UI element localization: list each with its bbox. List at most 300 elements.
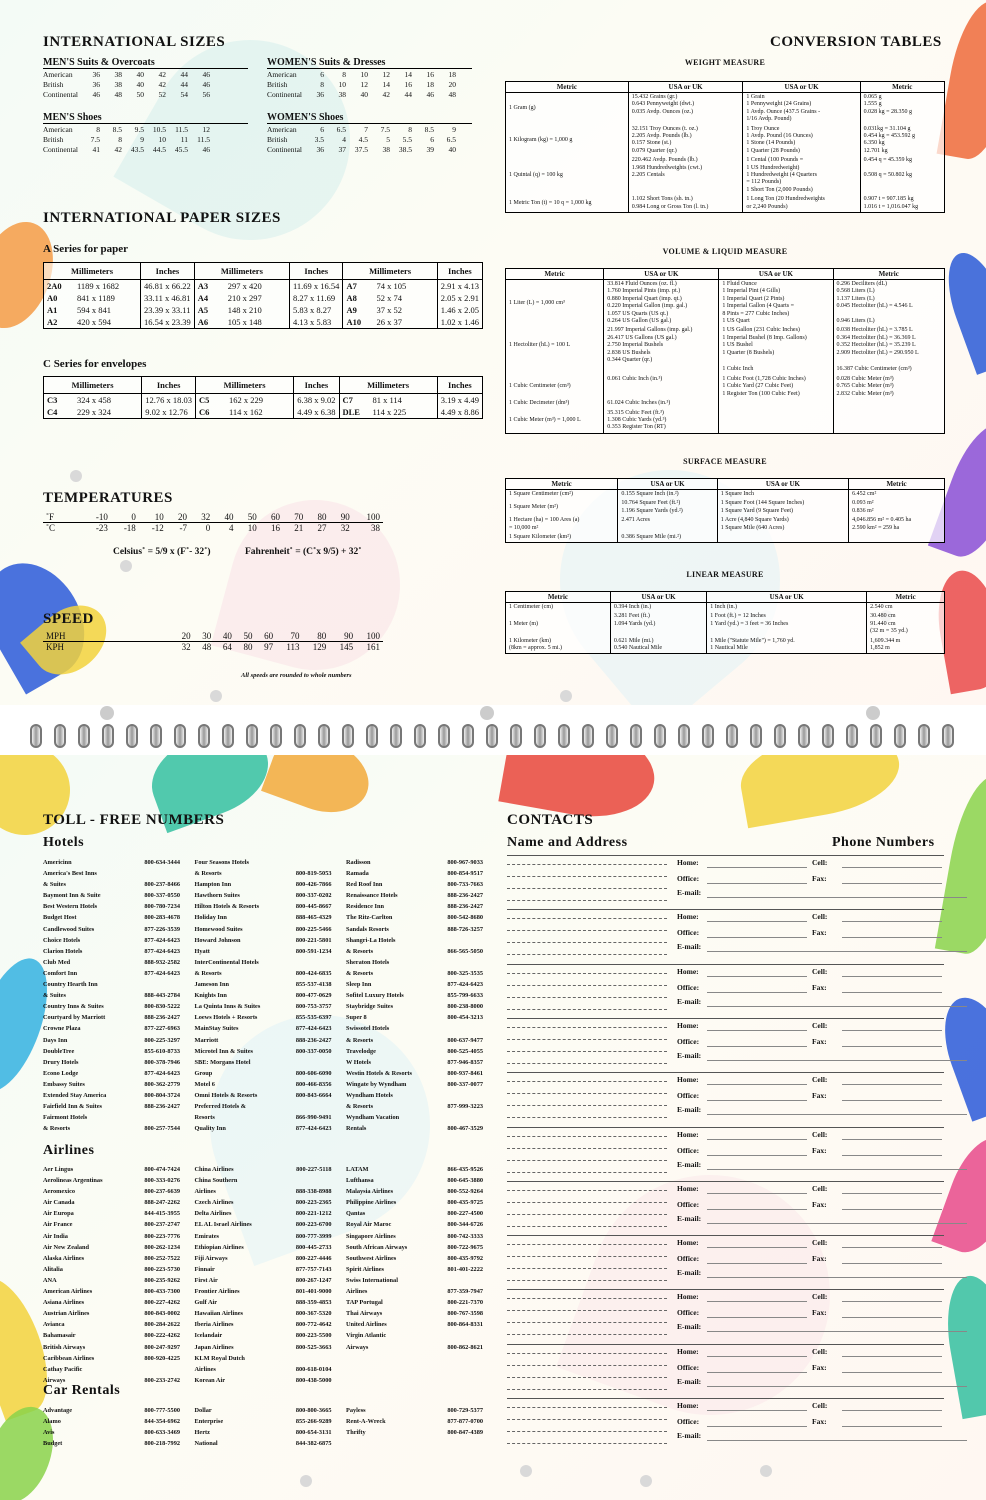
name-address-line[interactable]	[507, 1136, 667, 1137]
name-address-line[interactable]	[507, 1148, 667, 1149]
tollfree-entry	[195, 1353, 332, 1364]
tollfree-entry	[43, 1264, 180, 1275]
size-value: 6	[320, 125, 324, 134]
size-value: 38	[114, 80, 122, 89]
home-field[interactable]	[707, 1193, 807, 1194]
conversion-cell: 0.093 m² 0.836 m²	[849, 499, 945, 516]
conversion-cell: 1 Cubic Foot (1,728 Cubic Inches) 1 Cubic Yard (27 Cubic Feet) 1 Register Ton (100 Cubic Feet)	[719, 375, 833, 399]
name-address-line[interactable]	[507, 1214, 667, 1215]
name-address-line[interactable]	[507, 900, 667, 901]
size-value: 40	[448, 145, 456, 154]
tollfree-phone: 800-819-5053	[295, 870, 332, 878]
conversion-cell	[604, 365, 719, 374]
size-row	[267, 90, 460, 100]
tollfree-entry	[346, 1112, 483, 1123]
cell-field[interactable]	[842, 1247, 942, 1248]
fax-field[interactable]	[842, 1155, 942, 1156]
paper-column-header: Millimeters	[194, 263, 289, 280]
name-address-line[interactable]	[507, 973, 667, 974]
fax-label: Fax:	[812, 874, 827, 883]
name-address-line[interactable]	[507, 1353, 667, 1354]
tollfree-entry	[43, 1416, 180, 1427]
email-label: E-mail:	[677, 888, 702, 897]
fahrenheit-value: 50	[247, 512, 257, 522]
tollfree-name: La Quinta Inns & Suites	[194, 1003, 261, 1011]
office-phone-label: Office:	[677, 982, 700, 992]
home-phone-label: Home:	[677, 1401, 699, 1410]
tollfree-entry	[195, 1231, 332, 1242]
tollfree-phone: 800-633-3469	[144, 1429, 180, 1437]
fax-field[interactable]	[842, 1209, 942, 1210]
paper-code: A6	[197, 317, 209, 327]
office-field[interactable]	[707, 1317, 807, 1318]
email-field[interactable]	[707, 1386, 967, 1387]
tollfree-phone: 800-552-9264	[447, 1188, 483, 1196]
fax-field[interactable]	[842, 1263, 942, 1264]
paper-code: A2	[47, 317, 58, 327]
tollfree-name: United Airlines	[346, 1321, 387, 1329]
fax-field[interactable]	[842, 992, 942, 993]
size-value: 9	[140, 135, 144, 144]
name-address-line[interactable]	[507, 1027, 667, 1028]
office-phone-label: Office:	[677, 1091, 700, 1101]
fax-field[interactable]	[842, 1426, 942, 1427]
tollfree-entry	[195, 1308, 332, 1319]
intl-sizes-title: INTERNATIONAL SIZES	[43, 34, 226, 50]
tollfree-name: Enterprise	[194, 1418, 224, 1426]
celsius-formula: Celsius˚ = 5/9 x (F˚- 32˚)	[113, 547, 211, 557]
cell-field[interactable]	[842, 1193, 942, 1194]
tollfree-name: & Suites	[43, 992, 66, 1000]
home-field[interactable]	[707, 1084, 807, 1085]
conversion-cell: 1 Kilometer (km) (8km = approx. 5 mi.)	[506, 637, 611, 654]
kph-value: 145	[339, 642, 354, 652]
email-field[interactable]	[707, 1006, 967, 1007]
kph-value: 32	[181, 642, 191, 652]
tollfree-name: InterContinental Hotels	[194, 958, 259, 966]
surface-table	[505, 478, 945, 543]
tollfree-name: Lufthansa	[346, 1177, 374, 1185]
name-address-line[interactable]	[507, 1081, 667, 1082]
paper-code: A9	[346, 305, 357, 315]
name-address-line[interactable]	[507, 1280, 667, 1281]
size-value: 36	[92, 70, 100, 79]
paper-size-cell	[343, 292, 437, 304]
hotels-list	[43, 857, 483, 1134]
tollfree-entry	[346, 935, 483, 946]
conversion-cell: 32.151 Troy Ounces (t. oz.) 2.205 Avdp. Pounds (lb.) 0.157 Stone (st.) 0.079 Quarter (qr.)	[628, 125, 743, 157]
name-address-line[interactable]	[507, 1334, 667, 1335]
size-row	[267, 125, 460, 135]
tollfree-entry	[43, 1012, 180, 1023]
tollfree-name: Wyndham Hotels	[346, 1091, 393, 1099]
name-address-line[interactable]	[507, 888, 667, 889]
tollfree-entry	[346, 890, 483, 901]
tollfree-name: Alaska Airlines	[43, 1254, 85, 1262]
celsius-value: -18	[123, 523, 136, 533]
tollfree-phone: 800-804-3724	[144, 1091, 180, 1099]
fax-label: Fax:	[812, 1254, 827, 1264]
conversion-row	[506, 195, 945, 212]
tollfree-phone: 800-937-8461	[447, 1069, 483, 1077]
tollfree-name: Extended Stay America	[43, 1091, 107, 1099]
tollfree-phone: 800-780-7234	[144, 903, 180, 911]
home-field[interactable]	[707, 921, 807, 922]
name-address-line[interactable]	[507, 1365, 667, 1366]
cell-field[interactable]	[842, 1410, 942, 1411]
tollfree-phone: 800-223-5500	[295, 1332, 332, 1340]
size-value: 44	[180, 70, 188, 79]
home-phone-label: Home:	[677, 1020, 699, 1030]
conversion-row	[506, 637, 945, 654]
tollfree-name: Budget	[43, 1440, 63, 1448]
conversion-cell: 21.997 Imperial Gallons (imp. gal.) 26.417 US Gallons (US gal.) 2.750 Imperial Bushels 2.838 US Bushels 0.344 Quarter (qr.)	[604, 326, 719, 365]
cell-field[interactable]	[842, 867, 942, 868]
contact-entry	[507, 964, 944, 1018]
paper-inches: 16.54 x 23.39	[141, 316, 195, 329]
tollfree-column	[43, 857, 180, 1134]
paper-code: A5	[197, 305, 209, 315]
tollfree-entry	[195, 1219, 332, 1230]
tollfree-phone: 866-990-9491	[295, 1114, 332, 1122]
tollfree-phone: 877-424-6423	[144, 969, 180, 977]
tollfree-name: Jameson Inn	[194, 981, 229, 989]
name-address-line[interactable]	[507, 942, 667, 943]
tollfree-name: First Air	[194, 1276, 218, 1284]
speed-table	[43, 631, 383, 652]
spiral-coil	[318, 724, 330, 748]
kph-value: 97	[264, 642, 274, 652]
name-address-line[interactable]	[507, 1190, 667, 1191]
dot-decoration	[210, 690, 222, 702]
tollfree-entry	[346, 1079, 483, 1090]
cell-field[interactable]	[842, 1301, 942, 1302]
email-field[interactable]	[707, 1277, 967, 1278]
size-value: 8.5	[424, 125, 434, 134]
name-address-line[interactable]	[507, 1431, 667, 1432]
tollfree-phone: 800-525-3663	[295, 1343, 332, 1351]
tollfree-entry	[195, 1112, 332, 1123]
name-address-line[interactable]	[507, 1160, 667, 1161]
name-address-line[interactable]	[507, 864, 667, 865]
office-field[interactable]	[707, 1100, 807, 1101]
fax-field[interactable]	[842, 1372, 942, 1373]
size-value: 3.5	[314, 135, 324, 144]
tollfree-phone: 888-236-2427	[144, 1103, 180, 1111]
paper-inches: 12.76 x 18.03	[142, 394, 196, 407]
paper-size-cell	[343, 280, 437, 293]
office-field[interactable]	[707, 992, 807, 993]
spiral-coil	[222, 724, 234, 748]
tollfree-phone: 800-435-9725	[447, 1199, 483, 1207]
mens-shoes-table	[43, 125, 214, 155]
tollfree-name: Clarion Hotels	[43, 947, 83, 955]
name-address-line[interactable]	[507, 1389, 667, 1390]
tollfree-entry	[195, 1057, 332, 1068]
tollfree-phone: 800-722-9675	[447, 1243, 483, 1251]
tollfree-name: Philippine Airlines	[346, 1199, 397, 1207]
spiral-coil	[78, 724, 90, 748]
spiral-coil	[414, 724, 426, 748]
cell-field[interactable]	[842, 1084, 942, 1085]
office-field[interactable]	[707, 1263, 807, 1264]
mph-row	[43, 631, 383, 642]
paper-mm: 594 x 841	[77, 305, 111, 315]
car-rentals-title: Car Rentals	[43, 1383, 121, 1398]
tollfree-name: Royal Air Maroc	[346, 1221, 392, 1229]
email-field[interactable]	[707, 1169, 967, 1170]
tollfree-name: Advantage	[43, 1407, 73, 1414]
tollfree-phone: 855-266-9289	[295, 1418, 332, 1426]
tollfree-phone: 800-227-4500	[447, 1210, 483, 1218]
tollfree-entry	[346, 990, 483, 1001]
conversion-row	[506, 125, 945, 157]
tollfree-name: National	[194, 1440, 218, 1448]
size-value: 8	[320, 80, 324, 89]
fax-field[interactable]	[842, 1100, 942, 1101]
conversion-cell: 1 Acre (4,840 Square Yards) 1 Square Mile (640 Acres)	[717, 516, 848, 533]
tollfree-entry	[195, 879, 332, 890]
conversion-cell: 1 Cubic Centimeter (cm³)	[506, 375, 604, 399]
tollfree-entry	[43, 990, 180, 1001]
size-value: 10	[158, 135, 166, 144]
conversion-cell: 1 US Gallon (231 Cubic Inches) 1 Imperial Bushel (8 Imp. Gallons) 1 US Bushel 1 Quarter (8 Bushels)	[719, 326, 833, 365]
conversion-cell: 1 Cubic Inch	[719, 365, 833, 374]
cell-field[interactable]	[842, 921, 942, 922]
tollfree-phone: 800-235-9262	[144, 1276, 180, 1284]
name-address-line[interactable]	[507, 1298, 667, 1299]
tollfree-name: & Resorts	[346, 1036, 374, 1044]
tollfree-name: Icelandair	[194, 1332, 223, 1340]
email-field[interactable]	[707, 1114, 967, 1115]
size-value: 8	[408, 125, 412, 134]
size-row	[267, 145, 460, 155]
speed-title: SPEED	[43, 611, 94, 627]
tollfree-entry	[195, 990, 332, 1001]
home-field[interactable]	[707, 1139, 807, 1140]
tollfree-entry	[43, 1164, 180, 1175]
tollfree-entry	[195, 912, 332, 923]
email-field[interactable]	[707, 1440, 967, 1441]
tollfree-entry	[43, 1330, 180, 1341]
tollfree-name: Ramada	[346, 870, 369, 878]
cell-field[interactable]	[842, 1139, 942, 1140]
name-address-line[interactable]	[507, 997, 667, 998]
conversion-row	[506, 399, 945, 408]
size-row	[43, 125, 214, 135]
paper-size-cell	[44, 394, 142, 407]
paper-column-header: Millimeters	[196, 377, 294, 394]
email-field[interactable]	[707, 1060, 967, 1061]
tollfree-phone: 855-799-6633	[447, 992, 483, 1000]
fax-label: Fax:	[812, 982, 827, 992]
name-address-line[interactable]	[507, 1172, 667, 1173]
tollfree-phone: 800-227-4446	[295, 1254, 332, 1262]
office-field[interactable]	[707, 1426, 807, 1427]
home-field[interactable]	[707, 1356, 807, 1357]
name-address-line[interactable]	[507, 918, 667, 919]
name-address-line[interactable]	[507, 1039, 667, 1040]
tollfree-phone: 800-772-4642	[295, 1321, 332, 1329]
celsius-value: -12	[151, 523, 164, 533]
tollfree-entry	[346, 901, 483, 912]
name-address-line[interactable]	[507, 1226, 667, 1227]
name-address-line[interactable]	[507, 1117, 667, 1118]
name-address-line[interactable]	[507, 1244, 667, 1245]
name-address-line[interactable]	[507, 1419, 667, 1420]
home-field[interactable]	[707, 976, 807, 977]
home-field[interactable]	[707, 1247, 807, 1248]
cell-phone-label: Cell:	[812, 912, 828, 922]
name-address-line[interactable]	[507, 1443, 667, 1444]
spiral-coil	[390, 724, 402, 748]
conversion-cell	[719, 409, 833, 434]
cell-field[interactable]	[842, 1356, 942, 1357]
fax-field[interactable]	[842, 1317, 942, 1318]
tollfree-entry	[43, 968, 180, 979]
tollfree-name: Knights Inn	[194, 992, 227, 1000]
tollfree-name: Wyndham Vacation	[346, 1114, 400, 1122]
spiral-coil	[702, 724, 714, 748]
name-address-line[interactable]	[507, 985, 667, 986]
tollfree-phone: 800-227-4262	[144, 1299, 180, 1307]
conversion-header-row	[506, 592, 945, 603]
womens-suits-table	[267, 70, 460, 100]
conversion-cell: 1 Mile ("Statute Mile") = 1,760 yd. 1 Nautical Mile	[707, 637, 867, 654]
paper-code: C3	[47, 395, 58, 405]
conversion-column-header: USA or UK	[628, 82, 743, 93]
tollfree-name: Westin Hotels & Resorts	[346, 1069, 412, 1077]
conversion-header-row	[506, 479, 945, 490]
email-field[interactable]	[707, 1331, 967, 1332]
email-label: E-mail:	[677, 1268, 702, 1278]
name-address-line[interactable]	[507, 1407, 667, 1408]
tollfree-entry	[43, 1208, 180, 1219]
name-address-line[interactable]	[507, 1377, 667, 1378]
paper-inches: 5.83 x 8.27	[290, 304, 343, 316]
size-region-label: American	[267, 70, 297, 79]
name-address-line[interactable]	[507, 1105, 667, 1106]
tollfree-entry	[346, 1275, 483, 1286]
paper-column-header: Millimeters	[339, 377, 437, 394]
tollfree-entry	[346, 1035, 483, 1046]
fax-field[interactable]	[842, 937, 942, 938]
conversion-cell: 15.432 Grains (gr.) 0.643 Pennyweight (dwt.) 0.035 Avdp. Ounces (oz.)	[628, 93, 743, 125]
size-value: 54	[180, 90, 188, 99]
fax-field[interactable]	[842, 883, 942, 884]
conversion-cell: 0.907 t = 907.185 kg 1.016 t = 1,016.047 kg	[860, 195, 944, 212]
cell-field[interactable]	[842, 976, 942, 977]
name-address-line[interactable]	[507, 1322, 667, 1323]
tollfree-name: Drury Hotels	[43, 1058, 79, 1066]
tollfree-phone: 800-454-3213	[447, 1014, 483, 1022]
name-address-line[interactable]	[507, 1202, 667, 1203]
tollfree-entry	[195, 1330, 332, 1341]
size-value: 20	[448, 80, 456, 89]
tollfree-name: Marriott	[194, 1036, 219, 1044]
tollfree-phone: 800-438-5000	[295, 1376, 332, 1384]
name-address-line[interactable]	[507, 1063, 667, 1064]
tollfree-name: Candlewood Suites	[43, 925, 95, 933]
name-address-line[interactable]	[507, 1009, 667, 1010]
tollfree-name: & Resorts	[43, 1125, 71, 1133]
tollfree-name: Sleep Inn	[346, 981, 372, 989]
contact-entry	[507, 1398, 944, 1452]
name-address-line[interactable]	[507, 876, 667, 877]
tollfree-entry	[346, 1286, 483, 1297]
conversion-row	[506, 490, 945, 500]
office-field[interactable]	[707, 1209, 807, 1210]
fax-label: Fax:	[812, 1308, 827, 1318]
cell-field[interactable]	[842, 1030, 942, 1031]
paper-mm: 1189 x 1682	[77, 281, 120, 291]
email-field[interactable]	[707, 897, 967, 898]
paper-column-header: Inches	[141, 263, 195, 280]
office-field[interactable]	[707, 1155, 807, 1156]
office-phone-label: Office:	[677, 874, 700, 883]
office-field[interactable]	[707, 883, 807, 884]
home-field[interactable]	[707, 867, 807, 868]
tollfree-phone: 800-967-9033	[447, 859, 483, 866]
womens-shoes-table	[267, 125, 460, 155]
office-field[interactable]	[707, 937, 807, 938]
c-series-title: C Series for envelopes	[43, 358, 147, 370]
office-phone-label: Office:	[677, 1036, 700, 1046]
tollfree-name: Comfort Inn	[43, 969, 78, 977]
tollfree-name: Shangri-La Hotels	[346, 936, 396, 944]
weight-table	[505, 81, 945, 213]
spiral-coil	[846, 724, 858, 748]
size-row	[267, 80, 460, 90]
tollfree-name: Virgin Atlantic	[346, 1332, 387, 1340]
conversion-row	[506, 409, 945, 434]
conversion-cell: 1 Meter (m)	[506, 612, 611, 636]
tollfree-entry	[195, 1046, 332, 1057]
mph-label: MPH	[46, 631, 66, 641]
tollfree-column	[43, 1405, 180, 1449]
size-value: 4.5	[358, 135, 368, 144]
fax-field[interactable]	[842, 1046, 942, 1047]
tollfree-name: Homewood Suites	[194, 925, 243, 933]
conversion-cell: 2.540 cm	[867, 603, 945, 613]
fahrenheit-value: 0	[131, 512, 136, 522]
size-value: 10	[360, 70, 368, 79]
email-field[interactable]	[707, 951, 967, 952]
conversion-cell: 1.102 Short Tons (sh. tn.) 0.984 Long or Gross Ton (l. tn.)	[628, 195, 743, 212]
tollfree-name: Japan Airlines	[194, 1343, 234, 1351]
name-address-line[interactable]	[507, 954, 667, 955]
tollfree-name: Air Canada	[43, 1199, 75, 1207]
name-address-line[interactable]	[507, 1268, 667, 1269]
conversion-cell: 0.621 Mile (mi.) 0.540 Nautical Mile	[610, 637, 706, 654]
home-field[interactable]	[707, 1030, 807, 1031]
name-address-line[interactable]	[507, 1051, 667, 1052]
tollfree-name: Red Roof Inn	[346, 881, 383, 889]
home-field[interactable]	[707, 1410, 807, 1411]
tollfree-column	[346, 1164, 483, 1386]
office-field[interactable]	[707, 1372, 807, 1373]
name-address-line[interactable]	[507, 1310, 667, 1311]
name-address-line[interactable]	[507, 930, 667, 931]
office-field[interactable]	[707, 1046, 807, 1047]
size-value: 6.5	[446, 135, 456, 144]
tollfree-phone: 800-645-3880	[447, 1177, 483, 1185]
home-field[interactable]	[707, 1301, 807, 1302]
name-address-line[interactable]	[507, 1093, 667, 1094]
email-field[interactable]	[707, 1223, 967, 1224]
contact-entry	[507, 1289, 944, 1343]
name-address-line[interactable]	[507, 1256, 667, 1257]
